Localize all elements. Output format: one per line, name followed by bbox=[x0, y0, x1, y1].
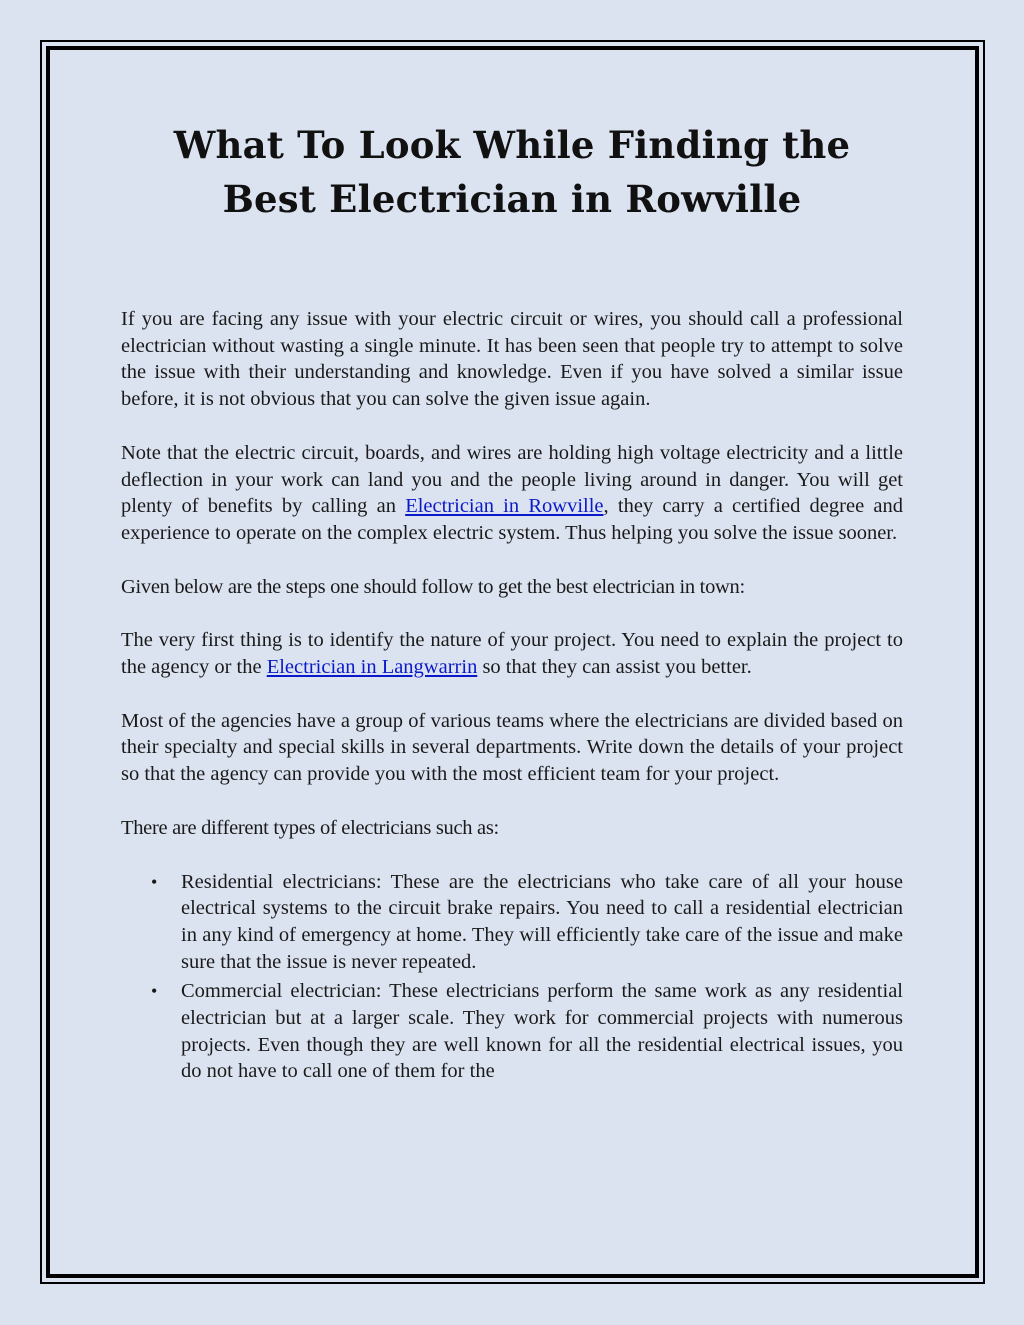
electrician-langwarrin-link[interactable]: Electrician in Langwarrin bbox=[266, 656, 478, 679]
bullet-icon: • bbox=[151, 871, 158, 892]
list-item-text: Residential electricians: These are the electricians who take care of all your house electrical systems to the circuit brake repairs. You need to call a residential electrician in any kind of emergency at home. They will efficiently take care of the issue and make sure that the issue is never repeated. bbox=[181, 870, 903, 973]
title-line-2: Best Electrician in Rowville bbox=[222, 177, 802, 221]
first-step-text-after: so that they can assist you better. bbox=[477, 656, 752, 679]
document-content bbox=[121, 118, 903, 1088]
electrician-rowville-link[interactable]: Electrician in Rowville bbox=[405, 495, 604, 518]
note-paragraph bbox=[121, 440, 903, 547]
first-step-paragraph bbox=[121, 627, 903, 680]
list-item bbox=[151, 869, 903, 976]
title-line-1: What To Look While Finding the bbox=[173, 123, 851, 167]
bullet-icon: • bbox=[151, 981, 158, 1002]
note-text-after: , they carry a certified degree and experience to operate on the complex electric system. Thus helping you solve the issue sooner. bbox=[121, 495, 903, 544]
intro-paragraph: If you are facing any issue with your electric circuit or wires, you should call a professional electrician without wasting a single minute. It has been seen that people try to attempt to solve the issue with their understanding and knowledge. Even if you have solved a similar issue before, it is not obvious that you can solve the given issue again. bbox=[121, 308, 903, 411]
types-heading: There are different types of electricians such as: bbox=[121, 816, 499, 839]
first-step-text-before: The very first thing is to identify the nature of your project. You need to explain the project to the agency or the bbox=[121, 629, 903, 679]
electrician-types-list bbox=[121, 869, 903, 1086]
agencies-paragraph: Most of the agencies have a group of various teams where the electricians are divided based on their specialty and special skills in several departments. Write down the details of your project so that the agency can provide you with the most efficient team for your project. bbox=[121, 709, 903, 786]
list-item-text: Commercial electrician: These electricians perform the same work as any residential electrician but at a larger scale. They work for commercial projects with numerous projects. Even though they are well known for all the residential electrical issues, you do not have to call one of them for the bbox=[181, 980, 903, 1083]
steps-heading: Given below are the steps one should follow to get the best electrician in town: bbox=[121, 575, 745, 598]
list-item bbox=[151, 978, 903, 1085]
note-text-before: Note that the electric circuit, boards, and wires are holding high voltage electricity and a little deflection in your work can land you and the people living around in danger. You will get plenty of benefits by calling an bbox=[121, 441, 903, 518]
document-title bbox=[121, 118, 903, 226]
